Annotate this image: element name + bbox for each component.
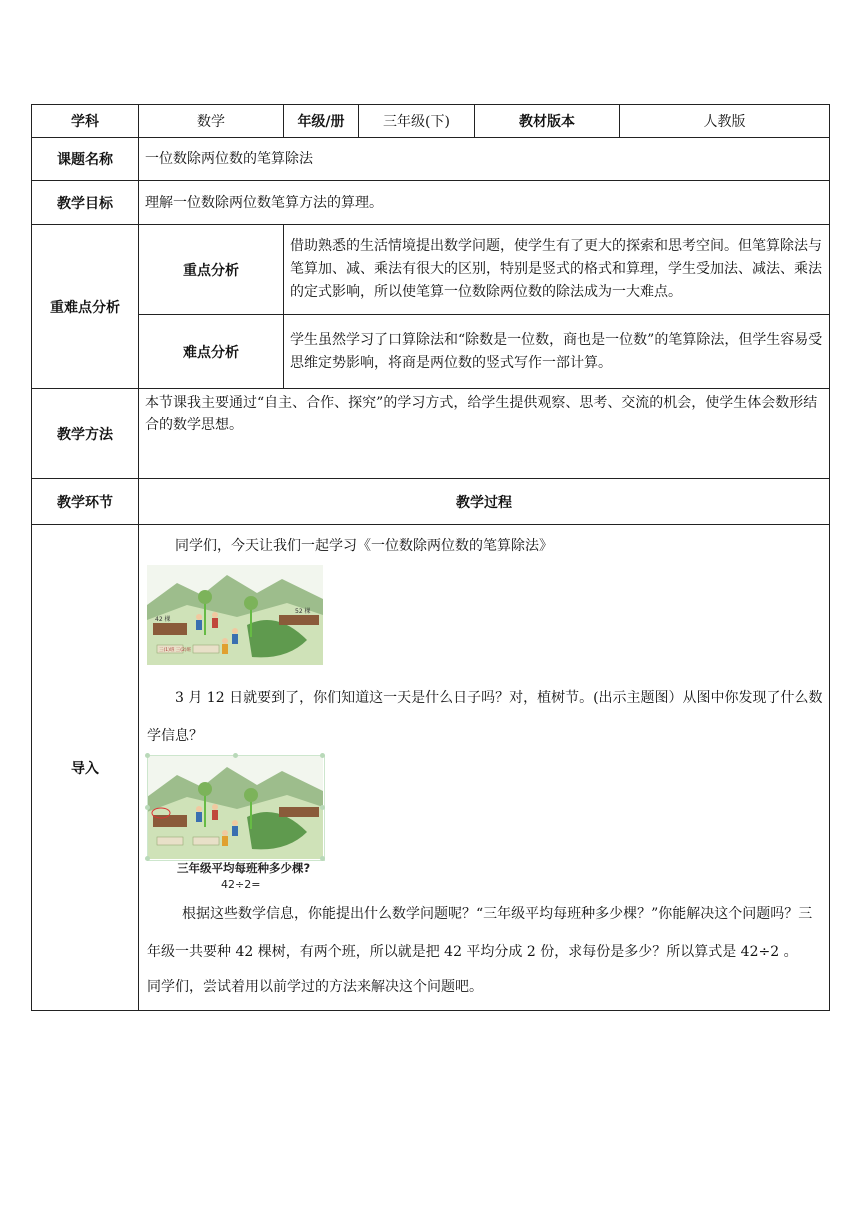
resize-handle-icon <box>233 753 238 758</box>
image-selection-frame <box>147 755 325 861</box>
subject-value: 数学 <box>139 105 284 138</box>
difficulty-analysis-row <box>32 315 830 389</box>
lesson-plan-table <box>31 104 830 1011</box>
header-row <box>32 105 830 138</box>
difficulty-analysis-label: 难点分析 <box>139 315 284 389</box>
goal-value: 理解一位数除两位数笔算方法的算理。 <box>139 181 830 225</box>
resize-handle-icon <box>145 753 150 758</box>
question-figure <box>147 755 325 893</box>
intro-content <box>139 525 830 1011</box>
figure-sign-left: 42 棵 <box>155 616 171 623</box>
resize-handle-icon <box>320 753 325 758</box>
figure-sign-right: 52 棵 <box>295 608 311 615</box>
process-label: 教学过程 <box>139 479 830 525</box>
topic-label: 课题名称 <box>32 138 139 181</box>
figure-question: 三年级平均每班种多少棵? <box>177 861 311 875</box>
intro-paragraph-2: 3 月 12 日就要到了，你们知道这一天是什么日子吗？对，植树节。(出示主题图）从图中你发现了什么数学信息？ <box>147 690 823 744</box>
tree-planting-illustration <box>147 565 323 665</box>
resize-handle-icon <box>145 856 150 861</box>
figure-equation: 42÷2= <box>221 878 261 891</box>
goal-row <box>32 181 830 225</box>
topic-row <box>32 138 830 181</box>
intro-paragraph-4: 同学们，尝试着用以前学过的方法来解决这个问题吧。 <box>147 979 483 995</box>
grade-value: 三年级(下) <box>359 105 475 138</box>
topic-value: 一位数除两位数的笔算除法 <box>139 138 830 181</box>
goal-label: 教学目标 <box>32 181 139 225</box>
subject-label: 学科 <box>32 105 139 138</box>
stage-label: 教学环节 <box>32 479 139 525</box>
grade-label: 年级/册 <box>284 105 359 138</box>
resize-handle-icon <box>320 856 325 861</box>
resize-handle-icon <box>145 805 150 810</box>
method-text: 本节课我主要通过“自主、合作、探究”的学习方式，给学生提供观察、思考、交流的机会，使学生体会数形结合的数学思想。 <box>139 389 830 479</box>
intro-row <box>32 525 830 1011</box>
difficulty-analysis-text: 学生虽然学习了口算除法和“除数是一位数，商也是一位数”的笔算除法，但学生容易受思维定势影响，将商是两位数的竖式写作一部计算。 <box>284 315 830 389</box>
analysis-label: 重难点分析 <box>32 225 139 389</box>
method-label: 教学方法 <box>32 389 139 479</box>
method-row <box>32 389 830 479</box>
edition-label: 教材版本 <box>475 105 620 138</box>
resize-handle-icon <box>320 805 325 810</box>
intro-label: 导入 <box>32 525 139 1011</box>
key-analysis-row <box>32 225 830 315</box>
figure-sign-bottom: 三(1)班 三(2)班 <box>159 648 192 653</box>
key-analysis-text: 借助熟悉的生活情境提出数学问题，使学生有了更大的探索和思考空间。但笔算除法与笔算加、减、乘法有很大的区别，特别是竖式的格式和算理，学生受加法、减法、乘法的定式影响，所以使笔算一位数除两位数的除法成为一大难点。 <box>284 225 830 315</box>
process-header-row <box>32 479 830 525</box>
edition-value: 人教版 <box>620 105 830 138</box>
intro-paragraph-3: 根据这些数学信息，你能提出什么数学问题呢？“三年级平均每班种多少棵？”你能解决这个问题吗？三年级一共要种 42 棵树，有两个班，所以就是把 42 平均分成 2 份，求每份是多少？所以算式是 42÷2 。 <box>147 906 813 960</box>
key-analysis-label: 重点分析 <box>139 225 284 315</box>
intro-paragraph-1: 同学们，今天让我们一起学习《一位数除两位数的笔算除法》 <box>175 538 553 554</box>
